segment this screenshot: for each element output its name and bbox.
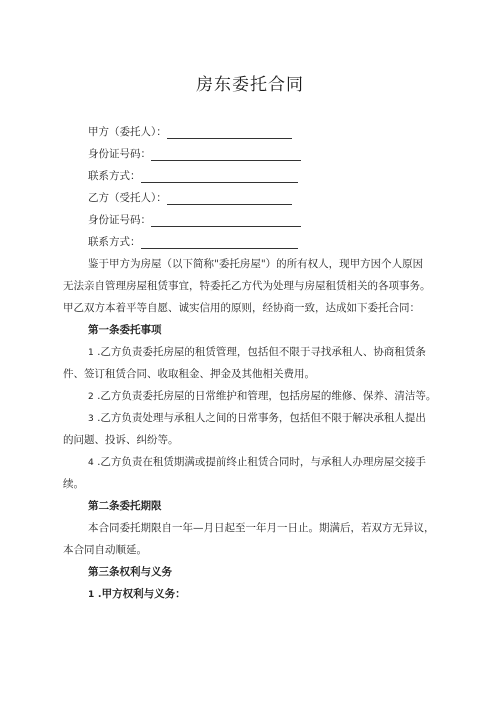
item-number: 1 <box>88 348 94 358</box>
party-b-label: 乙方（受托人）： <box>88 192 167 204</box>
article-1-item-4-line-2: 续。 <box>63 478 84 490</box>
party-b-contact-field <box>88 235 298 249</box>
item-text: .乙方负责在租赁期满或提前终止租赁合同时，与承租人办理房屋交接手 <box>97 456 426 468</box>
party-a-field <box>88 125 292 139</box>
item-text: .乙方负责处理与承租人之间的日常事务，包括但不限于解决承租人提出 <box>97 412 426 424</box>
article-2-line-1: 本合同委托期限自一年—月日起至一年月一日止。期满后，若双方无异议， <box>88 522 435 534</box>
item-number: 4 <box>88 458 94 468</box>
article-1-item-4-line-1 <box>88 455 426 470</box>
party-a-id-label: 身份证号码： <box>88 148 151 160</box>
article-3-subheading <box>88 587 186 602</box>
article-1-heading: 第一条委托事项 <box>88 324 162 336</box>
party-a-label: 甲方（委托人）： <box>88 126 167 138</box>
article-1-item-3-line-1 <box>88 411 426 426</box>
article-1-item-2-line-1 <box>88 389 436 404</box>
party-b-id-label: 身份证号码： <box>88 214 151 226</box>
item-number: 1 <box>88 590 95 600</box>
article-1-item-1-line-2: 件、签订租赁合同、收取租金、押金及其他相关费用。 <box>63 368 315 380</box>
party-a-contact-field <box>88 169 298 183</box>
party-a-contact-label: 联系方式： <box>88 170 141 182</box>
item-number: 2 <box>88 392 94 402</box>
party-b-id-field <box>88 213 301 227</box>
item-text: .乙方负责委托房屋的日常维护和管理，包括房屋的维修、保养、清洁等。 <box>97 390 437 402</box>
article-1-item-1-line-1 <box>88 345 426 360</box>
item-text: .甲方权利与义务： <box>97 588 186 600</box>
article-3-heading: 第三条权利与义务 <box>88 566 172 578</box>
intro-line-1: 鉴于甲方为房屋（以下简称"委托房屋"）的所有权人，现甲方因个人原因 <box>88 258 424 270</box>
item-text: .乙方负责委托房屋的租赁管理，包括但不限于寻找承租人、协商租赁条 <box>97 346 426 358</box>
item-number: 3 <box>88 414 94 424</box>
article-2-heading: 第二条委托期限 <box>88 500 162 512</box>
party-b-field <box>88 191 292 205</box>
party-b-blank[interactable] <box>167 193 292 205</box>
party-a-id-field <box>88 147 301 161</box>
article-1-item-3-line-2: 的问题、投诉、纠纷等。 <box>63 434 179 446</box>
party-b-contact-blank[interactable] <box>141 237 298 249</box>
intro-line-3: 甲乙双方本着平等自愿、诚实信用的原则，经协商一致，达成如下委托合同： <box>63 302 420 314</box>
party-b-id-blank[interactable] <box>151 215 301 227</box>
article-2-line-2: 本合同自动顺延。 <box>63 544 147 556</box>
party-a-contact-blank[interactable] <box>141 171 298 183</box>
party-a-blank[interactable] <box>167 127 292 139</box>
intro-line-2: 无法亲自管理房屋租赁事宜，特委托乙方代为处理与房屋租赁相关的各项事务。 <box>63 280 431 292</box>
party-b-contact-label: 联系方式： <box>88 236 141 248</box>
document-title: 房东委托合同 <box>196 75 304 95</box>
party-a-id-blank[interactable] <box>151 149 301 161</box>
